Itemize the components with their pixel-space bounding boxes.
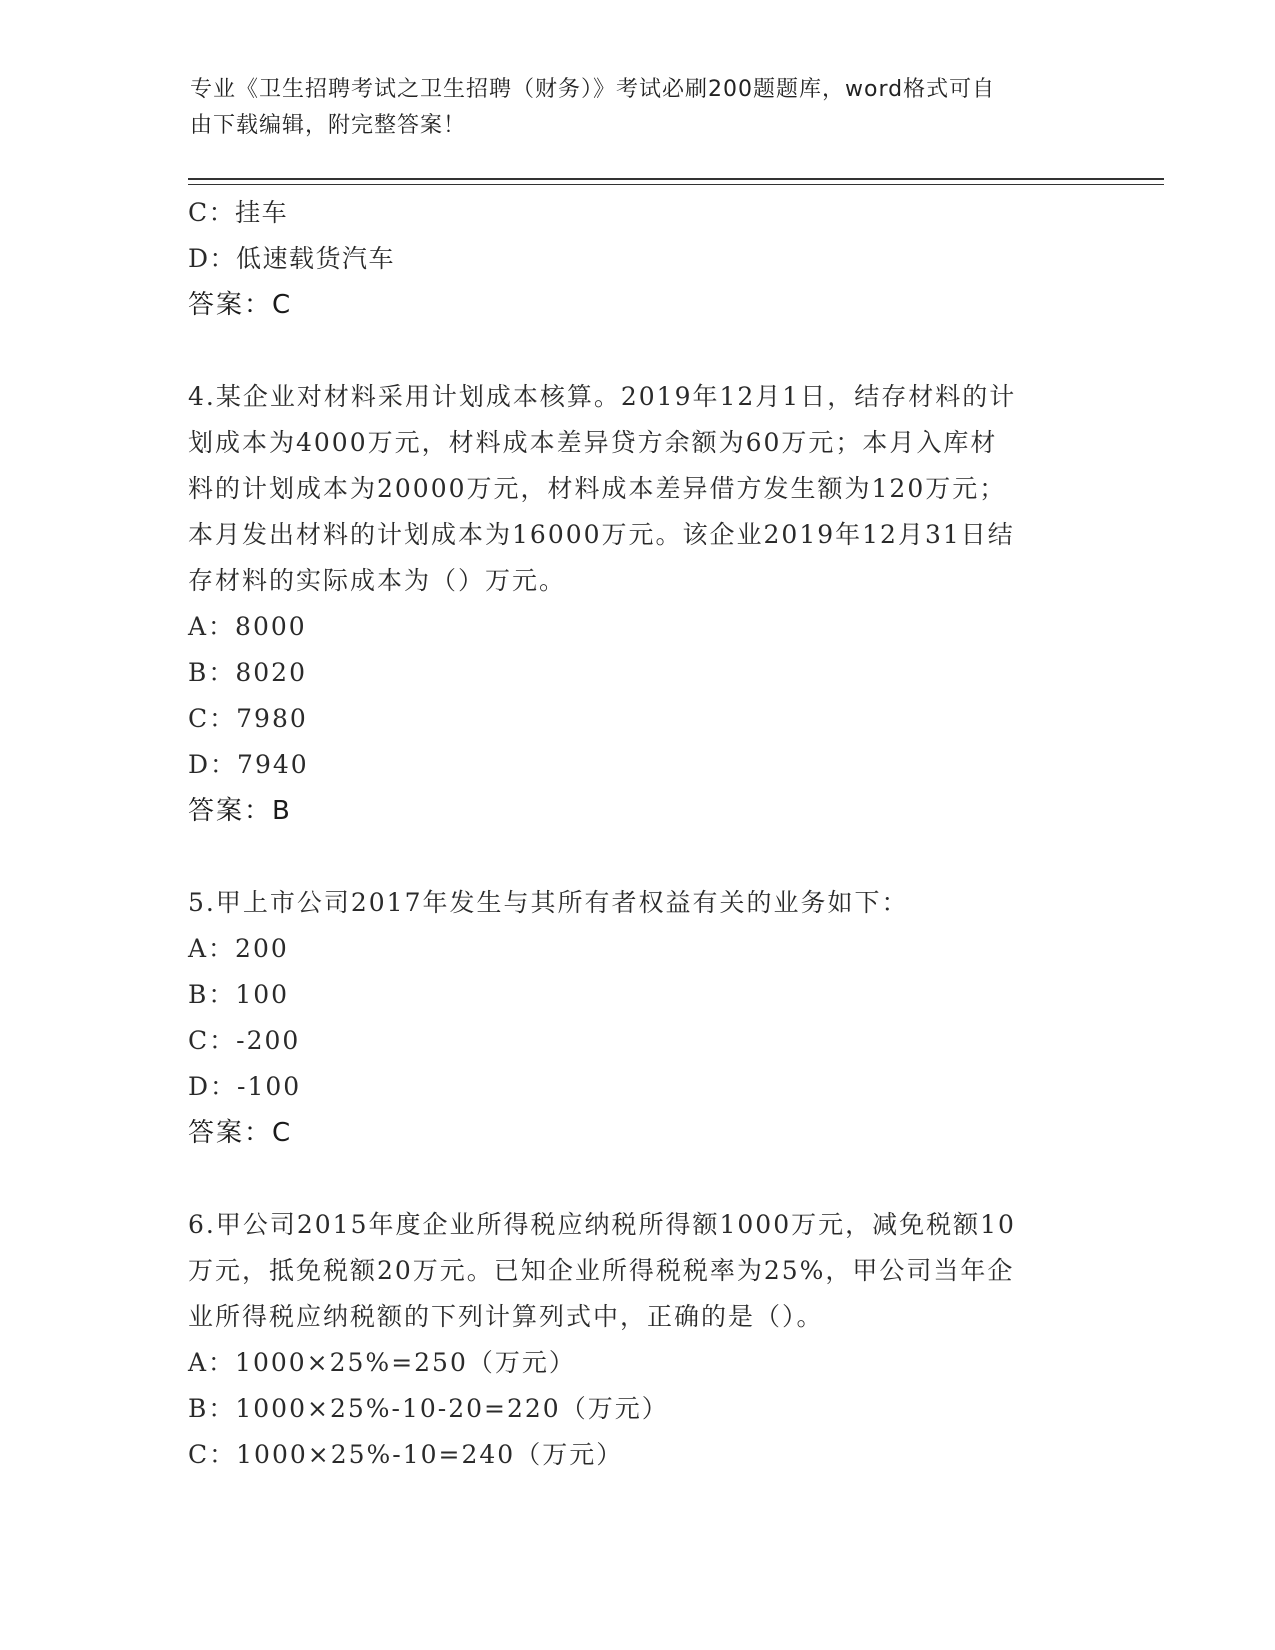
option-d: D：-100 — [188, 1072, 302, 1101]
question-4 — [188, 374, 1088, 834]
option-c: C：挂车 — [188, 198, 289, 227]
question-text-line: 6.甲公司2015年度企业所得税应纳税所得额1000万元，减免税额10 — [188, 1210, 1016, 1239]
answer-line: 答案：B — [188, 796, 292, 826]
option-b: B：100 — [188, 980, 290, 1009]
spacer — [188, 834, 1088, 880]
option-c: C：7980 — [188, 704, 308, 733]
question-text-line: 5.甲上市公司2017年发生与其所有者权益有关的业务如下： — [188, 888, 909, 917]
option-c: C：-200 — [188, 1026, 301, 1055]
question-text-line: 存材料的实际成本为（）万元。 — [188, 566, 567, 595]
option-c: C：1000×25%-10=240（万元） — [188, 1440, 624, 1469]
header-line-2: 由下载编辑，附完整答案！ — [190, 113, 467, 138]
question-text-line: 4.某企业对材料采用计划成本核算。2019年12月1日，结存材料的计 — [188, 382, 1017, 411]
question-5 — [188, 880, 1088, 1156]
spacer — [188, 1156, 1088, 1202]
question-text-line: 本月发出材料的计划成本为16000万元。该企业2019年12月31日结 — [188, 520, 1015, 549]
question-text-line: 万元，抵免税额20万元。已知企业所得税税率为25%，甲公司当年企 — [188, 1256, 1015, 1285]
header-rule-thick — [188, 178, 1164, 180]
question-text-line: 料的计划成本为20000万元，材料成本差异借方发生额为120万元； — [188, 474, 1007, 503]
header-rule-thin — [188, 184, 1164, 185]
question-6 — [188, 1202, 1088, 1478]
answer-line: 答案：C — [188, 1118, 293, 1148]
option-a: A：1000×25%=250（万元） — [188, 1348, 576, 1377]
document-body — [188, 190, 1088, 1478]
option-d: D：低速载货汽车 — [188, 244, 396, 273]
question-text-line: 业所得税应纳税额的下列计算列式中，正确的是（）。 — [188, 1302, 824, 1331]
option-a: A：8000 — [188, 612, 307, 641]
question-text-line: 划成本为4000万元，材料成本差异贷方余额为60万元；本月入库材 — [188, 428, 998, 457]
option-b: B：1000×25%-10-20=220（万元） — [188, 1394, 669, 1423]
spacer — [188, 328, 1088, 374]
answer-line: 答案：C — [188, 290, 293, 320]
document-header — [190, 72, 1090, 144]
header-line-1: 专业《卫生招聘考试之卫生招聘（财务）》考试必刷200题题库，word格式可自 — [190, 77, 996, 102]
option-a: A：200 — [188, 934, 289, 963]
option-d: D：7940 — [188, 750, 309, 779]
previous-question-tail — [188, 190, 1088, 328]
option-b: B：8020 — [188, 658, 307, 687]
